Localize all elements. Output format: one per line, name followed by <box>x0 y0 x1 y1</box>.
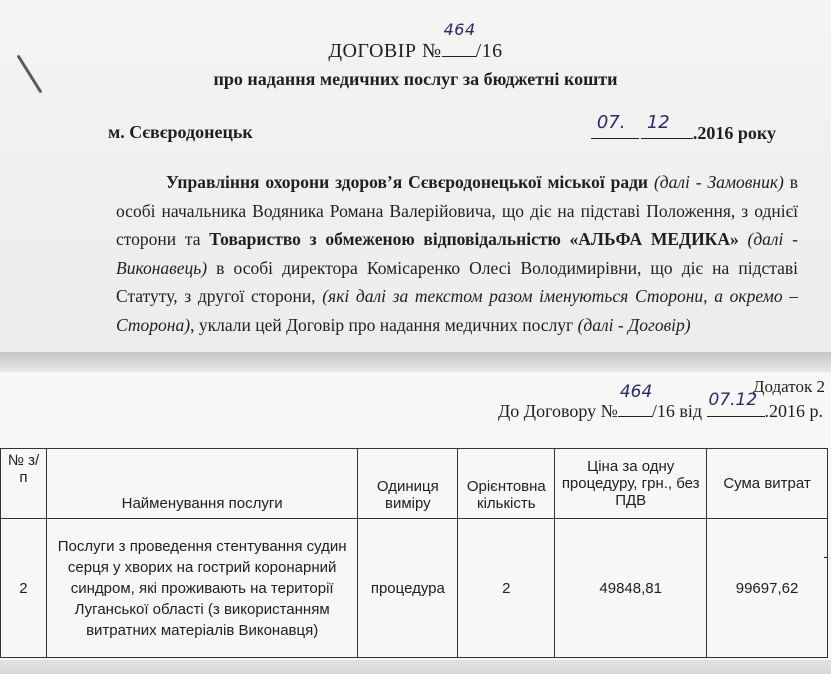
annex-ref-suffix: .2016 р. <box>764 401 823 421</box>
services-table <box>0 448 828 658</box>
annex-page <box>0 372 831 674</box>
cell-price: 49848,81 <box>555 519 707 658</box>
contract-title-suffix: /16 <box>475 40 503 62</box>
contract-number-blank <box>442 20 476 57</box>
header-price: Ціна за одну процедуру, грн., без ПДВ <box>555 449 707 519</box>
city-date-line <box>108 112 776 143</box>
contract-date <box>591 112 776 144</box>
table-row <box>1 519 828 658</box>
annex-ref-mid: /16 від <box>651 401 702 421</box>
header-num: № з/п <box>1 449 47 519</box>
header-unit: Одиниця виміру <box>358 449 458 519</box>
margin-dash-mark: - <box>823 548 828 564</box>
header-sum: Сума витрат <box>707 449 828 519</box>
cell-name: Послуги з проведення стентування судин серця у хворих на гострий коронарний синдром, які проживають на території Луганської області (з використанням витратних матеріалів Виконавця) <box>46 519 357 658</box>
contract-subtitle: про надання медичних послуг за бюджетні кошти <box>213 69 618 89</box>
handwritten-annex-date: 07.12 <box>708 390 758 410</box>
contract-preamble <box>116 168 798 339</box>
cell-unit: процедура <box>358 519 458 658</box>
cell-sum: 99697,62 <box>707 519 828 658</box>
annex-label: Додаток 2 <box>752 377 825 396</box>
party1-alias: (далі - Замовник) <box>653 172 784 192</box>
table-header-row <box>1 449 828 519</box>
parties-note: (які далі за текстом разом іменуються Сторони, а окремо – Сторона) <box>116 286 798 335</box>
preamble-text-3: , уклали цей Договір про надання медичних послуг <box>190 314 574 335</box>
party1-name: Управління охорони здоров’я Сєвєродонецької міської ради <box>166 172 649 192</box>
contract-alias: (далі - Договір) <box>577 314 691 335</box>
contract-city: м. Сєвєродонецьк <box>108 122 253 142</box>
header-qty: Орієнтовна кількість <box>458 449 555 519</box>
preamble-text-2: в особі директора Комісаренко Олесі Володимирівни, що діє на підставі Статуту, з другої сторони, <box>116 257 799 306</box>
header-name: Найменування послуги <box>46 449 357 519</box>
handwritten-annex-number: 464 <box>619 382 653 402</box>
contract-title-prefix: ДОГОВІР № <box>328 40 442 62</box>
page-bottom-strip <box>0 660 831 674</box>
preamble-text-1: в особі начальника Водяника Романа Валерійовича, що діє на підставі Положення, з однієї сторони та <box>116 172 799 249</box>
annex-ref-prefix: До Договору № <box>498 401 618 421</box>
party2-name: Товариство з обмеженою відповідальністю «АЛЬФА МЕДИКА» <box>209 229 739 249</box>
contract-title <box>0 20 831 63</box>
party2-alias: (далі - Виконавець) <box>116 229 798 278</box>
cell-qty: 2 <box>458 519 555 658</box>
handwritten-date-day: 07. <box>596 112 626 133</box>
handwritten-contract-number: 464 <box>443 20 476 39</box>
cell-num: 2 <box>1 519 47 658</box>
contract-date-suffix: .2016 року <box>692 123 776 143</box>
handwritten-date-month: 12 <box>646 112 670 133</box>
